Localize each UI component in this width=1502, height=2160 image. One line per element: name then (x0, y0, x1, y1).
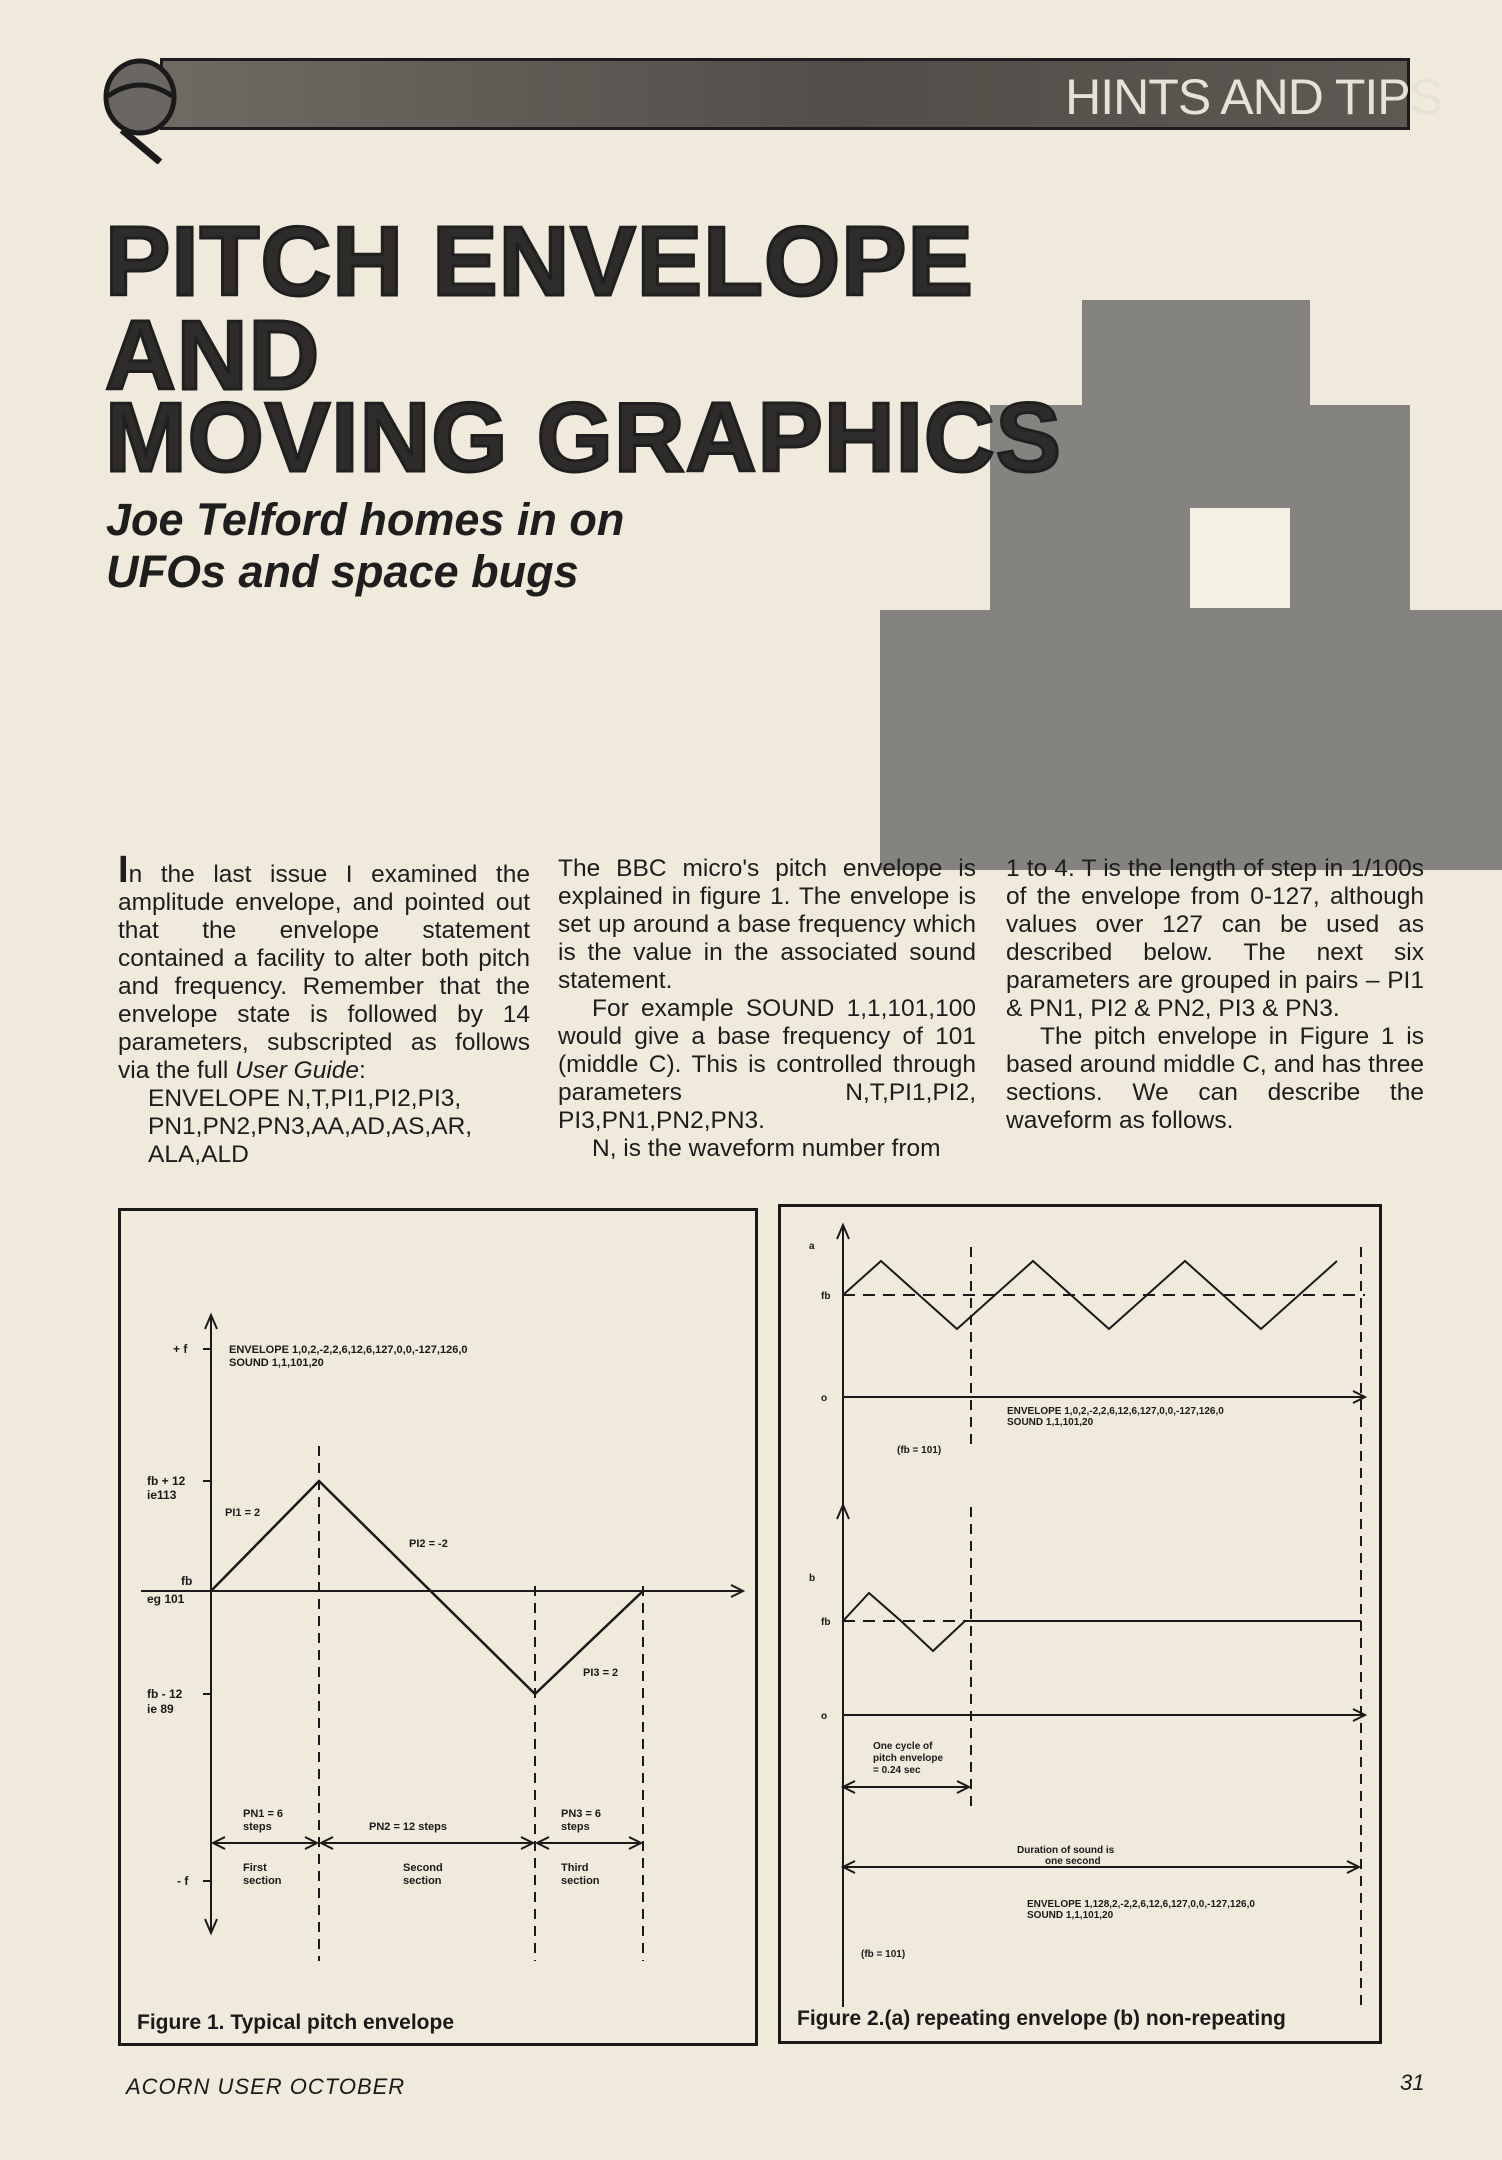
figure-1-diagram (121, 1211, 755, 2043)
drop-cap: I (118, 849, 129, 891)
envelope-syntax-1: ENVELOPE N,T,PI1,PI2,PI3, (148, 1085, 462, 1112)
fig1-pi3: PI3 = 2 (583, 1667, 619, 1679)
page-number: 31 (1400, 2070, 1425, 2095)
figure-1-caption: Figure 1. Typical pitch envelope (137, 2011, 455, 2034)
fig1-pn1-steps: steps (243, 1821, 272, 1833)
fig2-label-a: a (809, 1241, 815, 1252)
fig1-second-section: section (403, 1875, 442, 1887)
title-line-2: AND (105, 300, 321, 410)
fig1-fb-plus-ie: ie113 (147, 1488, 177, 1502)
subtitle-line-2: UFOs and space bugs (106, 546, 579, 597)
acorn-logo-icon (100, 52, 180, 164)
fig2-envelope-code-a: ENVELOPE 1,0,2,-2,2,6,12,6,127,0,0,-127,126,0 (1007, 1406, 1224, 1417)
fig1-pi2: PI2 = -2 (409, 1538, 448, 1550)
fig1-envelope-code: ENVELOPE 1,0,2,-2,2,6,12,6,127,0,0,-127,126,0 (229, 1344, 468, 1356)
fig2-cycle-3: = 0.24 sec (873, 1765, 921, 1776)
fig2-cycle-2: pitch envelope (873, 1753, 944, 1764)
fig2-sound-code-a: SOUND 1,1,101,20 (1007, 1417, 1094, 1428)
fig2-sound-code-b: SOUND 1,1,101,20 (1027, 1910, 1114, 1921)
col2-paragraph-1: The BBC micro's pitch envelope is explained in figure 1. The envelope is set up around a base frequency which is the value in the associated sound statement. (558, 855, 976, 994)
fig1-fb: fb (181, 1574, 193, 1588)
col2-paragraph-2: For example SOUND 1,1,101,100 would give a base frequency of 101 (middle C). This is controlled through parameters N,T,PI1,PI2, PI3,PN1,PN2,PN3. (558, 995, 976, 1134)
footer-magazine: ACORN USER OCTOBER (126, 2074, 406, 2099)
col2-paragraph-3: N, is the waveform number from (592, 1135, 941, 1162)
fig2-fb-b: fb (821, 1617, 831, 1628)
fig2-fb101-a: (fb = 101) (897, 1445, 942, 1456)
fig2-envelope-code-b: ENVELOPE 1,128,2,-2,2,6,12,6,127,0,0,-127,126,0 (1027, 1899, 1255, 1910)
figure-2-diagram (781, 1207, 1379, 2041)
fig2-label-b: b (809, 1573, 816, 1584)
fig1-fb-minus-ie: ie 89 (147, 1702, 174, 1716)
fig2-o-a: o (821, 1393, 828, 1404)
fig1-pn1: PN1 = 6 (243, 1808, 284, 1820)
title-line-3: MOVING GRAPHICS (105, 382, 1062, 492)
fig1-minus-f: - f (177, 1874, 189, 1888)
fig2-fb101-b: (fb = 101) (861, 1949, 906, 1960)
fig1-first-section: section (243, 1875, 282, 1887)
col3-paragraph-1: 1 to 4. T is the length of step in 1/100s of the envelope from 0-127, although values over 127 can be used as described below. The next six parameters are grouped in pairs – PI1 & PN1, PI2 & PN2, PI3 & PN3. (1006, 855, 1424, 1022)
col3-paragraph-2: The pitch envelope in Figure 1 is based around middle C, and has three sections. We can describe the waveform as follows. (1006, 1023, 1424, 1134)
fig1-fb-plus: fb + 12 (147, 1474, 186, 1488)
fig2-fb-a: fb (821, 1291, 831, 1302)
article-column-1 (118, 849, 530, 1169)
fig1-plus-f: + f (173, 1342, 188, 1356)
fig1-fb-minus: fb - 12 (147, 1687, 183, 1701)
fig1-third: Third (561, 1862, 589, 1874)
envelope-syntax-2: PN1,PN2,PN3,AA,AD,AS,AR, (148, 1113, 473, 1140)
section-label: HINTS AND TIPS (1065, 69, 1442, 125)
figure-2 (778, 1204, 1382, 2044)
article-column-3 (1006, 855, 1424, 1135)
fig2-duration-2: one second (1045, 1856, 1101, 1867)
fig1-sound-code: SOUND 1,1,101,20 (229, 1357, 324, 1369)
fig2-cycle-1: One cycle of (873, 1741, 933, 1752)
figure-2-caption: Figure 2.(a) repeating envelope (b) non-repeating (797, 2007, 1286, 2030)
figure-1 (118, 1208, 758, 2046)
fig1-pn3: PN3 = 6 (561, 1808, 602, 1820)
col1-paragraph: In the last issue I examined the amplitude envelope, and pointed out that the envelope statement contained a facility to alter both pitch and frequency. Remember that the envelope state is followed by 14 parameters, subscripted as follows via the full User Guide: (118, 849, 530, 1084)
fig2-o-b: o (821, 1711, 828, 1722)
article-column-2 (558, 855, 976, 1163)
fig1-third-section: section (561, 1875, 600, 1887)
subtitle-line-1: Joe Telford homes in on (106, 494, 625, 545)
title-line-1: PITCH ENVELOPE (105, 206, 974, 316)
fig2-duration-1: Duration of sound is (1017, 1845, 1115, 1856)
fig1-pn2: PN2 = 12 steps (369, 1821, 447, 1833)
fig1-pi1: PI1 = 2 (225, 1507, 261, 1519)
fig1-pn3-steps: steps (561, 1821, 590, 1833)
fig1-first: First (243, 1862, 267, 1874)
envelope-syntax-3: ALA,ALD (148, 1141, 249, 1168)
fig1-second: Second (403, 1862, 443, 1874)
fig1-fb-eg: eg 101 (147, 1592, 185, 1606)
